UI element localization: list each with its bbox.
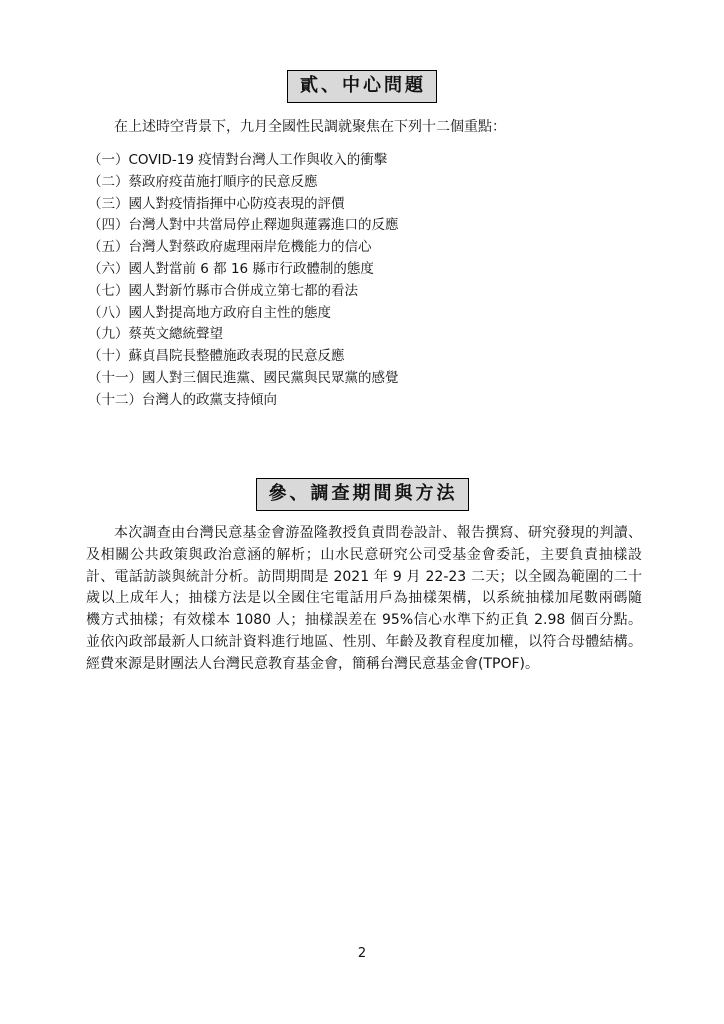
list-item: （四）台灣人對中共當局停止釋迦與蓮霧進口的反應	[88, 217, 399, 234]
list-item: （八）國人對提高地方政府自主性的態度	[88, 304, 331, 321]
paragraph-line: 及相關公共政策與政治意涵的解析；山水民意研究公司受基金會委託，主要負責抽樣設	[86, 546, 642, 563]
list-item: （二）蔡政府疫苗施打順序的民意反應	[88, 173, 318, 190]
page-number: 2	[357, 946, 367, 961]
paragraph-line: 並依內政部最新人口統計資料進行地區、性別、年齡及教育程度加權，以符合母體結構。	[86, 633, 642, 650]
section-intro: 在上述時空背景下，九月全國性民調就聚焦在下列十二個重點：	[114, 119, 506, 135]
list-item: （七）國人對新竹縣市合併成立第七都的看法	[88, 282, 358, 299]
section-title: 參、調查期間與方法	[256, 478, 469, 511]
list-item: （五）台灣人對蔡政府處理兩岸危機能力的信心	[88, 239, 372, 256]
list-item: （三）國人對疫情指揮中心防疫表現的評價	[88, 195, 345, 212]
section-heading-survey-method	[0, 478, 724, 511]
paragraph-line: 本次調查由台灣民意基金會游盈隆教授負責問卷設計、報告撰寫、研究發現的判讀、	[114, 525, 642, 541]
paragraph-line: 歲以上成年人；抽樣方法是以全國住宅電話用戶為抽樣架構，以系統抽樣加尾數兩碼隨	[86, 590, 642, 607]
list-item: （九）蔡英文總統聲望	[88, 326, 223, 343]
method-paragraph	[86, 523, 642, 676]
list-item: （十二）台灣人的政黨支持傾向	[88, 391, 277, 408]
section-title: 貳、中心問題	[287, 70, 437, 103]
paragraph-line: 經費來源是財團法人台灣民意教育基金會，簡稱台灣民意基金會(TPOF)。	[86, 655, 539, 672]
list-item: （十）蘇貞昌院長整體施政表現的民意反應	[88, 348, 345, 365]
list-item: （六）國人對當前 6 都 16 縣市行政體制的態度	[88, 260, 374, 277]
paragraph-line: 機方式抽樣；有效樣本 1080 人；抽樣誤差在 95%信心水準下約正負 2.98 個百分點。	[86, 612, 642, 629]
list-item: （十一）國人對三個民進黨、國民黨與民眾黨的感覺	[88, 369, 399, 386]
paragraph-line: 計、電話訪談與統計分析。訪問期間是 2021 年 9 月 22-23 二天；以全國為範圍的二十	[86, 568, 642, 585]
issue-list	[88, 150, 399, 412]
list-item: （一）COVID-19 疫情對台灣人工作與收入的衝擊	[88, 152, 388, 168]
section-heading-central-issues	[0, 70, 724, 103]
